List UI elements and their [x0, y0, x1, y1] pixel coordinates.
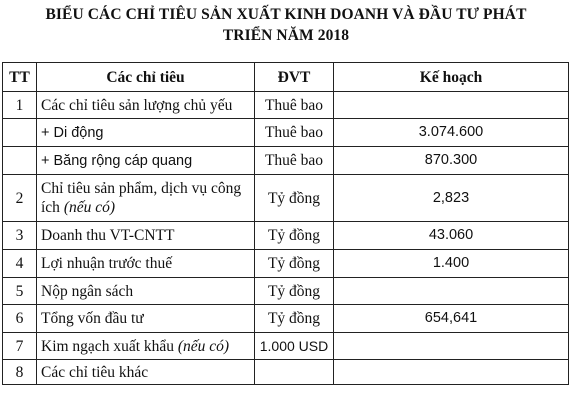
cell-tt: 6 — [3, 305, 37, 333]
cell-tt — [3, 119, 37, 147]
cell-dvt: Thuê bao — [255, 119, 334, 147]
cell-dvt-text: 1.000 USD — [259, 337, 329, 354]
cell-chi-tieu-text: Chỉ tiêu sản phẩm, dịch vụ công ích — [41, 180, 242, 216]
plan-table — [2, 62, 569, 385]
cell-chi-tieu — [37, 333, 255, 360]
table-row — [3, 333, 569, 360]
table-row — [3, 92, 569, 119]
cell-chi-tieu: Lợi nhuận trước thuế — [37, 250, 255, 278]
cell-chi-tieu — [37, 119, 255, 147]
cell-chi-tieu — [37, 175, 255, 222]
cell-chi-tieu: Nộp ngân sách — [37, 278, 255, 305]
cell-tt: 5 — [3, 278, 37, 305]
cell-dvt — [255, 333, 334, 360]
cell-ke-hoach — [334, 278, 569, 305]
cell-dvt: Tỷ đồng — [255, 222, 334, 250]
title-line-2: TRIỂN NĂM 2018 — [222, 27, 350, 44]
cell-tt: 3 — [3, 222, 37, 250]
table-row — [3, 250, 569, 278]
cell-dvt: Tỷ đồng — [255, 175, 334, 222]
document-title — [0, 4, 572, 46]
cell-dvt: Tỷ đồng — [255, 278, 334, 305]
title-line-1: BIỂU CÁC CHỈ TIÊU SẢN XUẤT KINH DOANH VÀ ĐẦU TƯ PHÁT — [45, 6, 527, 23]
table-row — [3, 119, 569, 147]
cell-dvt: Tỷ đồng — [255, 250, 334, 278]
cell-dvt: Thuê bao — [255, 147, 334, 175]
cell-ke-hoach — [334, 333, 569, 360]
cell-tt: 8 — [3, 360, 37, 385]
cell-chi-tieu-note: (nếu có) — [177, 337, 230, 355]
cell-ke-hoach: 870.300 — [334, 147, 569, 175]
cell-tt: 1 — [3, 92, 37, 119]
cell-chi-tieu — [37, 147, 255, 175]
table-row — [3, 175, 569, 222]
cell-ke-hoach — [334, 92, 569, 119]
cell-chi-tieu: Các chỉ tiêu sản lượng chủ yếu — [37, 92, 255, 119]
table-row — [3, 305, 569, 333]
cell-ke-hoach: 2,823 — [334, 175, 569, 222]
header-ke-hoach: Kế hoạch — [334, 63, 569, 92]
table-row — [3, 360, 569, 385]
cell-chi-tieu-note: (nếu có) — [63, 199, 116, 216]
cell-chi-tieu: Doanh thu VT-CNTT — [37, 222, 255, 250]
cell-tt: 2 — [3, 175, 37, 222]
cell-ke-hoach: 43.060 — [334, 222, 569, 250]
cell-ke-hoach: 1.400 — [334, 250, 569, 278]
cell-ke-hoach: 3.074.600 — [334, 119, 569, 147]
header-chi-tieu: Các chỉ tiêu — [37, 63, 255, 92]
table-row — [3, 147, 569, 175]
header-tt: TT — [3, 63, 37, 92]
cell-ke-hoach — [334, 360, 569, 385]
cell-dvt: Tỷ đồng — [255, 305, 334, 333]
cell-chi-tieu-text: + Băng rộng cáp quang — [41, 152, 193, 169]
cell-dvt — [255, 360, 334, 385]
cell-dvt: Thuê bao — [255, 92, 334, 119]
cell-ke-hoach: 654,641 — [334, 305, 569, 333]
cell-chi-tieu: Các chỉ tiêu khác — [37, 360, 255, 385]
table-header-row — [3, 63, 569, 92]
cell-tt: 7 — [3, 333, 37, 360]
cell-tt: 4 — [3, 250, 37, 278]
cell-tt — [3, 147, 37, 175]
cell-chi-tieu-text: Kim ngạch xuất khẩu — [41, 337, 175, 355]
cell-chi-tieu-text: + Di động — [41, 124, 104, 141]
table-row — [3, 278, 569, 305]
table-row — [3, 222, 569, 250]
header-dvt: ĐVT — [255, 63, 334, 92]
cell-chi-tieu: Tổng vốn đầu tư — [37, 305, 255, 333]
